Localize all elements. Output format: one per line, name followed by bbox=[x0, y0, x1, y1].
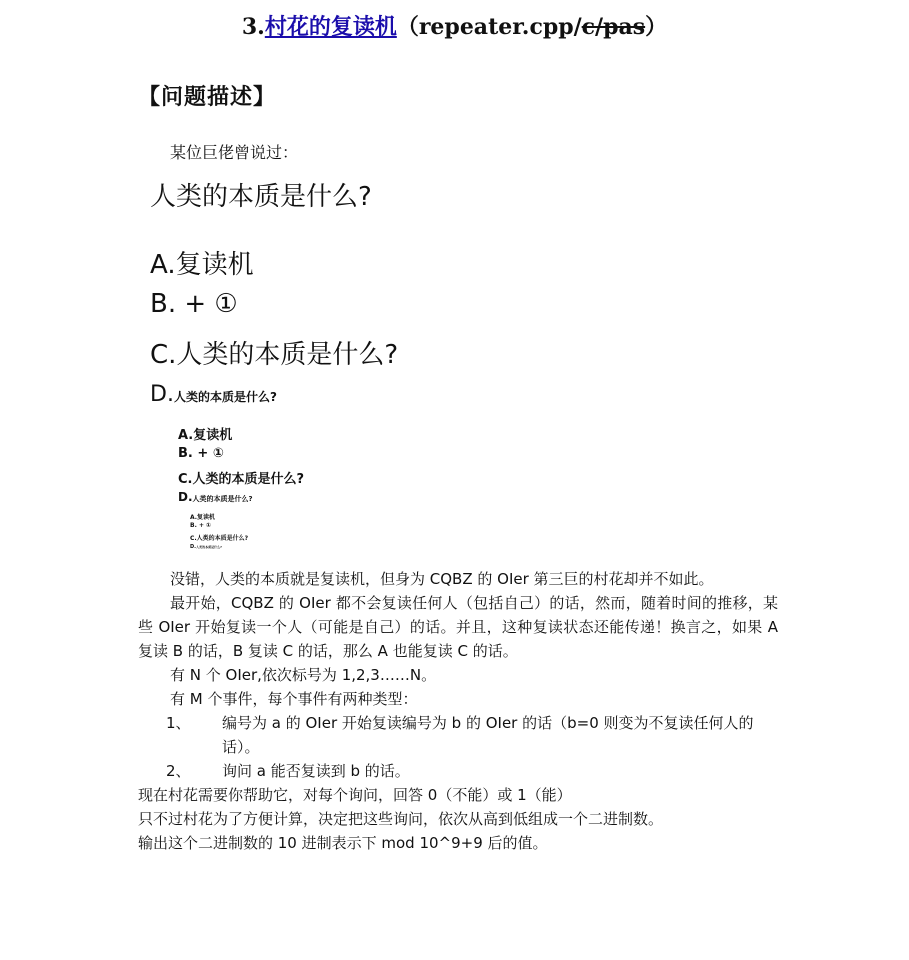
list-item-text: 编号为 a 的 OIer 开始复读编号为 b 的 OIer 的话（b=0 则变为不复读任何人的话）。 bbox=[222, 714, 754, 756]
meme-line: A.复读机 bbox=[190, 514, 216, 521]
list-item bbox=[138, 711, 778, 759]
section-heading: 【问题描述】 bbox=[138, 85, 277, 110]
meme-line: D.人类的本质是什么? bbox=[178, 490, 253, 504]
intro-text: 某位巨佬曾说过： bbox=[170, 143, 299, 162]
list-item-number: 2、 bbox=[166, 762, 191, 780]
meme-line: B. + ① bbox=[178, 446, 224, 461]
problem-title bbox=[0, 12, 909, 42]
list-item-text: 询问 a 能否复读到 b 的话。 bbox=[222, 762, 410, 780]
meme-line: B. + ① bbox=[150, 289, 238, 319]
meme-line: B. + ① bbox=[190, 522, 212, 529]
title-filename: repeater.cpp/ bbox=[418, 14, 582, 40]
title-link[interactable]: 村花的复读机 bbox=[264, 14, 397, 40]
paragraph: 只不过村花为了方便计算，决定把这些询问，依次从高到低组成一个二进制数。 bbox=[138, 810, 664, 828]
problem-body bbox=[138, 567, 778, 855]
title-number: 3. bbox=[241, 14, 265, 40]
meme-line: D.人类的本质是什么? bbox=[150, 382, 277, 407]
title-paren-open: （ bbox=[396, 14, 419, 40]
paragraph: 输出这个二进制数的 10 进制表示下 mod 10^9+9 后的值。 bbox=[138, 834, 548, 852]
paragraph: 有 M 个事件，每个事件有两种类型： bbox=[170, 690, 418, 708]
paragraph: 有 N 个 OIer,依次标号为 1,2,3……N。 bbox=[170, 666, 437, 684]
meme-line: A.复读机 bbox=[178, 428, 233, 443]
meme-line: 人类的本质是什么? bbox=[150, 182, 372, 212]
title-struck-filetypes: c/pas bbox=[581, 14, 646, 40]
meme-line: A.复读机 bbox=[150, 250, 254, 280]
paragraph: 最开始，CQBZ 的 OIer 都不会复读任何人（包括自己）的话，然而，随着时间的推移，某些 OIer 开始复读一个人（可能是自己）的话。并且，这种复读状态还能传递！换言之，如果 A 复读 B 的话，B 复读 C 的话，那么 A 也能复读 C 的话。 bbox=[138, 594, 778, 660]
meme-line: D.人类的本质是什么? bbox=[190, 544, 222, 550]
meme-line: C.人类的本质是什么? bbox=[150, 340, 399, 370]
list-item-number: 1、 bbox=[166, 714, 191, 732]
meme-line: C.人类的本质是什么? bbox=[178, 472, 305, 487]
paragraph: 没错，人类的本质就是复读机，但身为 CQBZ 的 OIer 第三巨的村花却并不如此。 bbox=[170, 570, 714, 588]
meme-line: C.人类的本质是什么? bbox=[190, 535, 249, 542]
list-item bbox=[138, 759, 778, 783]
paragraph: 现在村花需要你帮助它，对每个询问，回答 0（不能）或 1（能） bbox=[138, 786, 572, 804]
title-paren-close: ） bbox=[645, 14, 668, 40]
